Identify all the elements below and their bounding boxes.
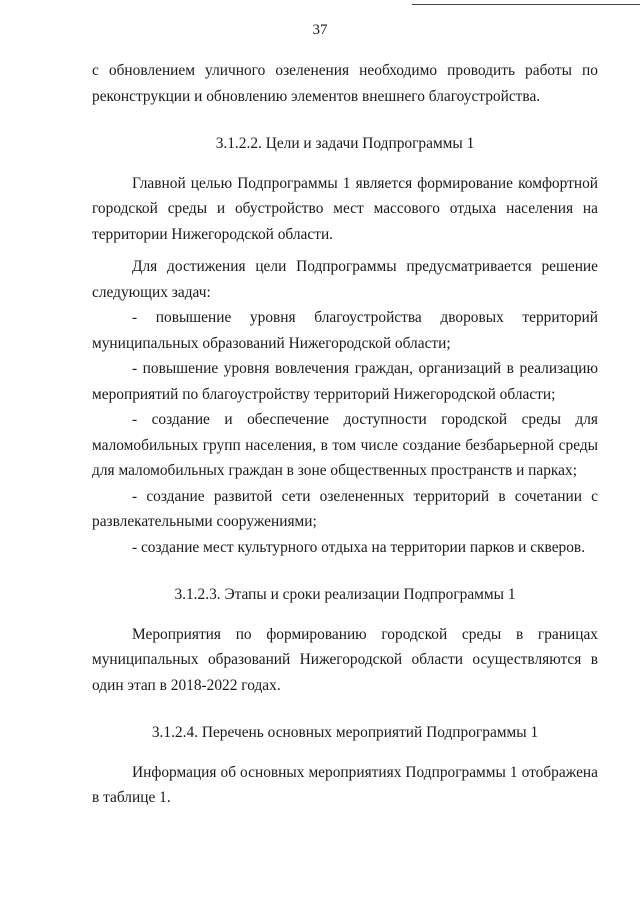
tasks-intro-paragraph: Для достижения цели Подпрограммы предусматривается решение следующих задач: [92,258,598,301]
document-body [92,58,598,811]
heading-goals: 3.1.2.2. Цели и задачи Подпрограммы 1 [215,135,475,152]
heading-stages: 3.1.2.3. Этапы и сроки реализации Подпрограммы 1 [174,586,516,603]
page-number: 37 [312,22,328,38]
task-item: - создание мест культурного отдыха на территории парков и скверов. [132,538,586,556]
stages-paragraph: Мероприятия по формированию городской среды в границах муниципальных образований Нижегородской области осуществляются в один этап в 2018-2022 годах. [92,625,598,694]
task-item: - создание развитой сети озелененных территорий в сочетании с развлекательными сооружениями; [92,487,598,530]
task-item: - повышение уровня вовлечения граждан, организаций в реализацию мероприятий по благоустройству территорий Нижегородской области; [92,360,598,403]
heading-measures: 3.1.2.4. Перечень основных мероприятий Подпрограммы 1 [151,724,539,741]
measures-paragraph: Информация об основных мероприятиях Подпрограммы 1 отображена в таблице 1. [92,763,598,806]
goal-paragraph: Главной целью Подпрограммы 1 является формирование комфортной городской среды и обустройство мест массового отдыха населения на территории Нижегородской области. [92,174,598,243]
task-item: - создание и обеспечение доступности городской среды для маломобильных групп населения, в том числе создание безбарьерной среды для маломобильных граждан в зоне общественных пространств и парках; [92,411,598,479]
task-item: - повышение уровня благоустройства дворовых территорий муниципальных образований Нижегородской области; [92,309,598,352]
intro-paragraph: с обновлением уличного озеленения необходимо проводить работы по реконструкции и обновлению элементов внешнего благоустройства. [92,62,598,105]
top-rule [412,4,640,5]
